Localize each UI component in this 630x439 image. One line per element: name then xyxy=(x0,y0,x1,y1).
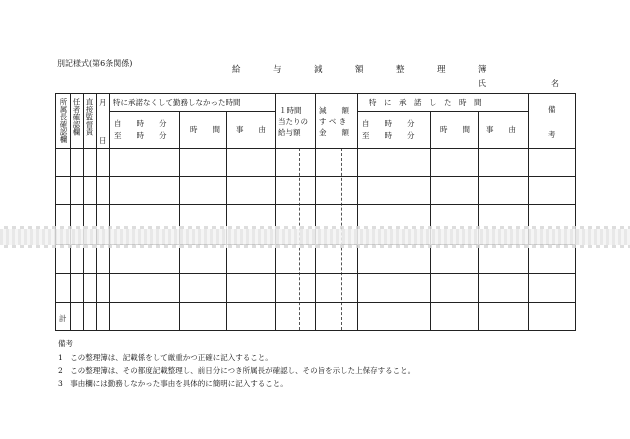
month-column-header: 月 xyxy=(99,98,107,107)
notes-heading: 備考 xyxy=(58,339,73,348)
confirm-column-header: 所属長確認欄 xyxy=(59,98,68,143)
reduction-register-table xyxy=(55,93,576,331)
approved-reason-header: 事 由 xyxy=(486,125,516,134)
col-divider xyxy=(83,94,84,330)
col-divider xyxy=(70,94,71,330)
approved-to-time-label: 至 時 分 xyxy=(362,131,415,140)
total-row-label: 計 xyxy=(59,314,67,323)
col-divider xyxy=(357,94,358,330)
approved-hours-header: 特 に 承 諾 し た 時 間 xyxy=(369,98,482,107)
row-divider xyxy=(56,302,575,303)
hourly-wage-header-line2: 当たりの xyxy=(278,117,308,126)
remarks-header-top: 備 xyxy=(548,105,556,114)
to-time-label: 至 時 分 xyxy=(114,131,167,140)
reason-header: 事 由 xyxy=(236,125,266,134)
col-divider xyxy=(275,94,276,330)
direct-supervisor-column-header: 直接監督責 xyxy=(85,98,94,136)
remarks-header-bottom: 考 xyxy=(548,130,556,139)
col-divider xyxy=(528,94,529,330)
day-column-header: 日 xyxy=(99,136,107,145)
col-divider xyxy=(96,94,97,330)
hours-header: 時 間 xyxy=(190,125,220,134)
note-item: 2 この整理簿は、その都度記載整理し、前日分につき所属長が確認し、その旨を示した上保存すること。 xyxy=(58,366,416,375)
form-reference-label: 別記様式(第6条関係) xyxy=(57,59,133,68)
deduction-header-line3: 金 額 xyxy=(319,128,349,137)
approved-from-time-label: 自 時 分 xyxy=(362,119,415,128)
approved-hours-sub-header: 時 間 xyxy=(440,125,470,134)
col-divider xyxy=(478,111,479,330)
note-item: 1 この整理簿は、記載係をして厳重かつ正確に記入すること。 xyxy=(58,353,273,362)
supervisor-column-header: 任者確認欄 xyxy=(72,98,81,136)
hourly-wage-header-line3: 給与額 xyxy=(278,128,301,137)
from-time-label: 自 時 分 xyxy=(114,119,167,128)
form-title: 給 与 減 額 整 理 簿 xyxy=(232,65,499,75)
col-divider xyxy=(179,111,180,330)
deduction-header-line1: 減 額 xyxy=(319,106,349,115)
row-divider xyxy=(109,111,275,112)
row-divider xyxy=(56,148,575,149)
unapproved-hours-header: 特に承諾なくして勤務しなかった時間 xyxy=(113,98,241,107)
omitted-rows-break xyxy=(0,226,630,248)
row-divider xyxy=(56,204,575,205)
name-label: 氏 xyxy=(478,79,486,88)
row-divider xyxy=(56,176,575,177)
row-divider xyxy=(56,273,575,274)
deduction-header-line2: す べ き xyxy=(319,117,347,126)
col-divider xyxy=(109,94,110,330)
col-divider xyxy=(430,111,431,330)
hourly-wage-header-line1: １時間 xyxy=(279,106,302,115)
row-divider xyxy=(357,111,528,112)
name-suffix-label: 名 xyxy=(551,79,559,88)
col-divider xyxy=(226,111,227,330)
note-item: 3 事由欄には勤務しなかった事由を具体的に簡明に記入すること。 xyxy=(58,379,288,388)
col-divider xyxy=(315,94,316,330)
